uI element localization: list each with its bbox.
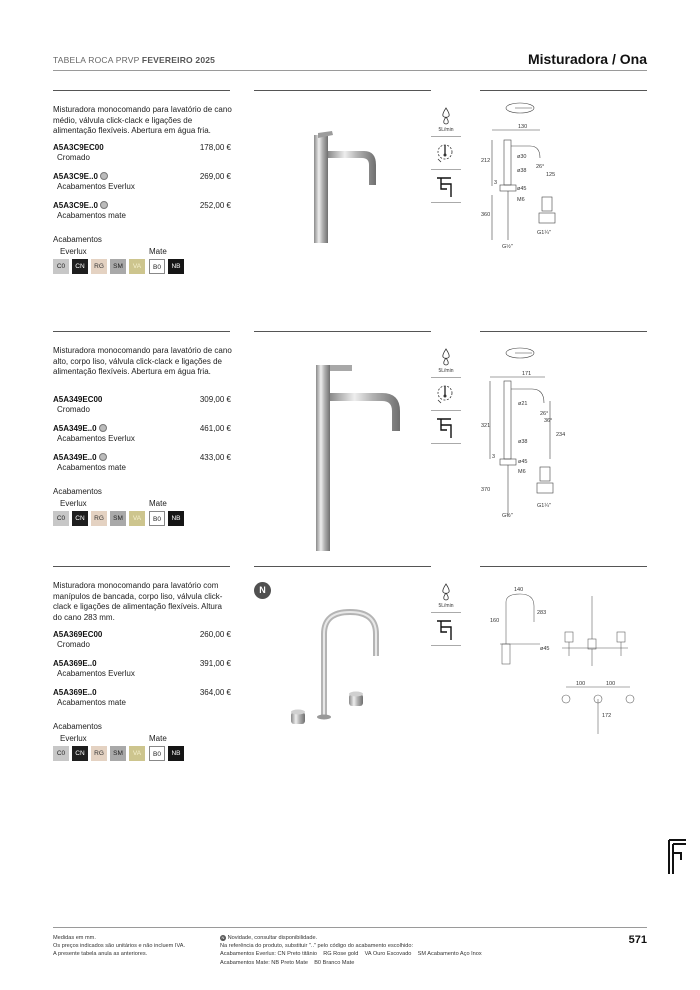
product-code: A5A349E..0 <box>53 453 97 462</box>
dim-label: 283 <box>537 610 547 616</box>
swatch-cn: CN <box>72 746 88 761</box>
cold-open-box <box>431 139 461 170</box>
footer-notes <box>53 934 213 959</box>
mate-label: Mate <box>149 499 167 508</box>
product-image-faucet <box>296 125 386 245</box>
footer-legend-line: Acabamentos Everlux: CN Preto titânio RG Rose gold VA Ouro Escovado SM Acabamento Aço Inox <box>220 951 482 958</box>
click-clack-valve-icon <box>431 172 461 200</box>
price-row-everlux <box>53 424 231 443</box>
dim-label: ø45 <box>540 646 550 652</box>
product-code: A5A369EC00 <box>53 630 103 639</box>
flow-rate-label: 5L/min <box>438 368 454 374</box>
click-clack-box <box>431 615 461 646</box>
swatch-c0: C0 <box>53 746 69 761</box>
product-code: A5A369E..0 <box>53 688 97 697</box>
section-rule <box>480 90 647 91</box>
price-row-chrome <box>53 395 231 414</box>
product-image-3-hole-faucet <box>286 604 396 734</box>
swatch-nb: NB <box>168 259 184 274</box>
product-code: A5A3C9E..0 <box>53 172 98 181</box>
dim-label: 234 <box>556 432 566 438</box>
flow-rate-box <box>431 105 461 137</box>
dim-label: 26° <box>540 411 549 417</box>
footer-legend-line: Na referência do produto, substituir ".." pelo código do acabamento escolhido: <box>220 943 414 950</box>
product-description: Misturadora monocomando para lavatório de cano alto, corpo liso, válvula click-clack e ligações de alimentação flexíveis. Abertura em água fria. <box>53 346 232 376</box>
finish-label: Cromado <box>57 153 90 162</box>
dim-label: ø21 <box>518 401 528 407</box>
section-rule <box>480 331 647 332</box>
header-catalog-label <box>53 55 215 65</box>
finish-label: Acabamentos mate <box>57 463 126 472</box>
finish-label: Acabamentos Everlux <box>57 182 135 191</box>
click-clack-valve-icon <box>431 615 461 643</box>
dim-label: 360 <box>481 212 491 218</box>
section-tab-icon <box>666 838 690 876</box>
dim-label: 100 <box>606 681 616 687</box>
swatch-cn: CN <box>72 511 88 526</box>
swatch-va: VA <box>129 511 145 526</box>
price: 178,00 € <box>199 143 231 152</box>
finishes-title: Acabamentos <box>53 722 102 731</box>
price: 391,00 € <box>199 659 231 668</box>
finish-dot-icon <box>100 172 108 180</box>
product-code: A5A369E..0 <box>53 659 97 668</box>
finishes-title: Acabamentos <box>53 235 102 244</box>
footer-legend <box>220 934 560 967</box>
dim-label: 171 <box>522 371 532 377</box>
technical-drawing <box>480 341 590 521</box>
page-title: Misturadora / Ona <box>527 51 647 67</box>
dim-label: 160 <box>490 618 500 624</box>
header-date: FEVEREIRO 2025 <box>141 55 216 65</box>
dim-label: 125 <box>546 172 556 178</box>
price-row-chrome <box>53 143 231 162</box>
section-rule <box>254 331 431 332</box>
dim-label: 3 <box>494 180 498 186</box>
dim-label: M6 <box>517 197 525 203</box>
product-code: A5A349EC00 <box>53 395 103 404</box>
technical-drawing <box>480 100 590 250</box>
footer-legend-line: Novidade, consultar disponibilidade. <box>227 935 318 941</box>
footer-note: Os preços indicados são unitários e não incluem IVA. <box>53 943 186 950</box>
product-image-tall-faucet <box>296 353 406 553</box>
dim-label: ø45 <box>518 459 528 465</box>
section-rule <box>254 90 431 91</box>
water-drop-icon <box>431 581 461 603</box>
swatch-nb: NB <box>168 746 184 761</box>
novelty-icon: N <box>221 935 225 940</box>
everlux-label: Everlux <box>60 734 87 743</box>
swatch-c0: C0 <box>53 511 69 526</box>
dim-label: 130 <box>518 124 528 130</box>
price: 364,00 € <box>199 688 231 697</box>
swatch-sm: SM <box>110 259 126 274</box>
everlux-label: Everlux <box>60 499 87 508</box>
swatch-c0: C0 <box>53 259 69 274</box>
price-row-mate <box>53 201 231 220</box>
swatch-rg: RG <box>91 259 107 274</box>
swatch-b0: B0 <box>149 511 165 526</box>
dim-label: 321 <box>481 423 491 429</box>
swatch-nb: NB <box>168 511 184 526</box>
price: 252,00 € <box>199 201 231 210</box>
swatch-b0: B0 <box>149 259 165 274</box>
water-drop-icon <box>431 346 461 368</box>
footer-legend-line: Acabamentos Mate: NB Preto Mate B0 Branco Mate <box>220 959 355 966</box>
product-code: A5A349E..0 <box>53 424 97 433</box>
finish-label: Cromado <box>57 640 90 649</box>
footer-note: A presente tabela anula as anteriores. <box>53 951 148 958</box>
price: 269,00 € <box>199 172 231 181</box>
dim-label: ø30 <box>517 154 527 160</box>
finish-label: Acabamentos mate <box>57 211 126 220</box>
finish-dot-icon <box>99 424 107 432</box>
dim-label: ø38 <box>518 439 528 445</box>
dim-label: 36° <box>544 418 553 424</box>
dim-label: G½" <box>502 513 513 519</box>
finish-dot-icon <box>99 453 107 461</box>
price: 309,00 € <box>199 395 231 404</box>
product-code: A5A3C9E..0 <box>53 201 98 210</box>
click-clack-box <box>431 413 461 444</box>
mate-label: Mate <box>149 734 167 743</box>
dim-label: 370 <box>481 487 491 493</box>
flow-rate-label: 5L/min <box>438 127 454 133</box>
page-number: 571 <box>628 934 647 946</box>
price: 461,00 € <box>199 424 231 433</box>
product-code: A5A3C9EC00 <box>53 143 104 152</box>
finish-label: Acabamentos Everlux <box>57 669 135 678</box>
swatch-rg: RG <box>91 511 107 526</box>
cold-start-icon <box>431 380 461 408</box>
swatch-cn: CN <box>72 259 88 274</box>
price-row-mate <box>53 688 231 707</box>
price: 433,00 € <box>199 453 231 462</box>
dim-label: M6 <box>518 469 526 475</box>
dim-label: ø38 <box>517 168 527 174</box>
cold-start-icon <box>431 139 461 167</box>
price-row-mate <box>53 453 231 472</box>
everlux-label: Everlux <box>60 247 87 256</box>
dim-label: G1¼" <box>537 230 551 236</box>
dim-label: G½" <box>502 244 513 250</box>
section-rule <box>53 331 230 332</box>
cold-open-box <box>431 380 461 411</box>
product-description: Misturadora monocomando para lavatório com manípulos de bancada, corpo liso, válvula click-clack e ligações de alimentação flexíveis. Altura do cano 283 mm. <box>53 581 223 622</box>
technical-drawing <box>480 584 650 744</box>
dim-label: 212 <box>481 158 491 164</box>
product-section-2 <box>0 331 700 561</box>
dim-label: 172 <box>602 713 612 719</box>
section-rule <box>53 90 230 91</box>
dim-label: 26° <box>536 164 545 170</box>
dim-label: 3 <box>492 454 496 460</box>
header-divider <box>53 70 647 71</box>
click-clack-box <box>431 172 461 203</box>
swatch-va: VA <box>129 746 145 761</box>
footer-note: Medidas em mm. <box>53 935 96 941</box>
dim-label: 140 <box>514 587 524 593</box>
product-section-1 <box>0 90 700 320</box>
swatch-b0: B0 <box>149 746 165 761</box>
dim-label: G1¼" <box>537 503 551 509</box>
finish-label: Acabamentos Everlux <box>57 434 135 443</box>
header-prefix: TABELA ROCA PRVP <box>53 55 140 65</box>
flow-rate-box <box>431 581 461 613</box>
product-section-3 <box>0 566 700 796</box>
swatch-sm: SM <box>110 511 126 526</box>
price-row-everlux <box>53 659 231 678</box>
footer-divider <box>53 927 647 928</box>
section-rule <box>53 566 230 567</box>
swatch-sm: SM <box>110 746 126 761</box>
novelty-badge: N <box>254 582 271 599</box>
click-clack-valve-icon <box>431 413 461 441</box>
dim-label: ø45 <box>517 186 527 192</box>
price: 260,00 € <box>199 630 231 639</box>
dim-label: 100 <box>576 681 586 687</box>
swatch-rg: RG <box>91 746 107 761</box>
flow-rate-label: 5L/min <box>438 603 454 609</box>
finish-dot-icon <box>100 201 108 209</box>
section-rule <box>254 566 431 567</box>
product-description: Misturadora monocomando para lavatório de cano médio, válvula click-clack e ligações de alimentação flexíveis. Abertura em água fria. <box>53 105 232 135</box>
water-drop-icon <box>431 105 461 127</box>
finishes-title: Acabamentos <box>53 487 102 496</box>
price-row-everlux <box>53 172 231 191</box>
finish-label: Acabamentos mate <box>57 698 126 707</box>
price-row-chrome <box>53 630 231 649</box>
flow-rate-box <box>431 346 461 378</box>
swatch-va: VA <box>129 259 145 274</box>
mate-label: Mate <box>149 247 167 256</box>
section-rule <box>480 566 647 567</box>
finish-label: Cromado <box>57 405 90 414</box>
